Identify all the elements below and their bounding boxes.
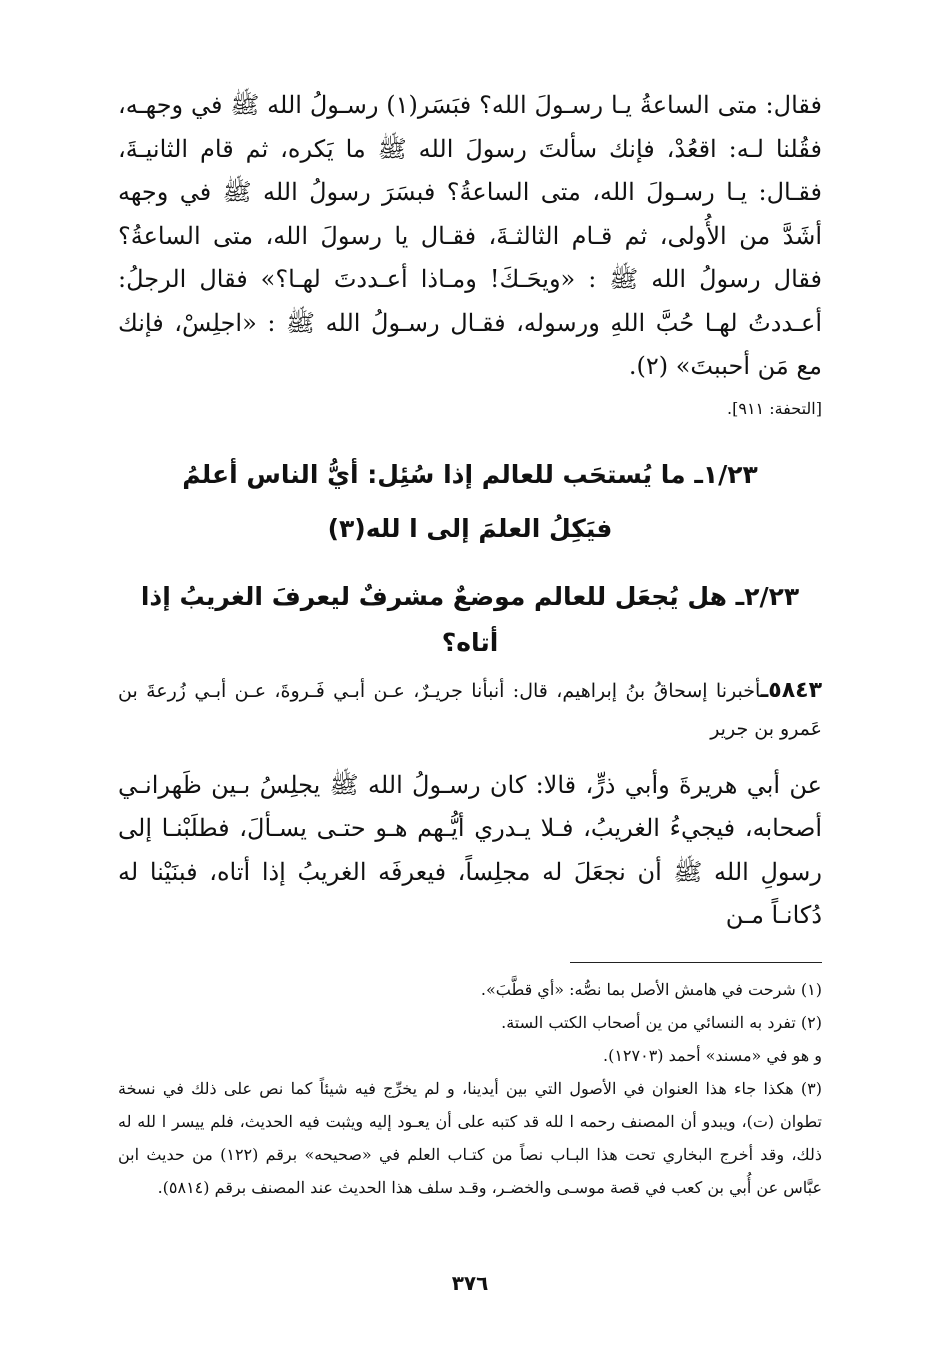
- footnotes: [118, 973, 822, 1204]
- footnote-1: (١) شرحت في هامش الأصل بما نصُّه: «أي قطَّبَ».: [480, 979, 822, 999]
- hadith-number: ٥٨٤٣ـ: [760, 677, 822, 703]
- tuhfa-reference: [التحفة: ٩١١].: [727, 398, 822, 418]
- hadith-isnad: أخبرنا إسحاقُ بنُ إبراهيم، قال: أنبأنا جريـرٌ، عـن أبـي فَـروةَ، عـن أبـي زُرعةَ بن عَمرو بن جرير: [118, 679, 822, 740]
- hadith-isnad-block: [118, 672, 822, 748]
- footnote-divider: [570, 962, 822, 963]
- chapter-heading-1-line-2: فيَكِلُ العلمَ إلى ا لله(٣): [327, 513, 613, 543]
- footnote-3: (٣) هكذا جاء هذا العنوان في الأصول التي بين أيدينا، و لم يخرِّج فيه شيئاً كما نص على ذلك في نسخة تطوان (ت)، ويبدو أن المصنف رحمه ا لله قد كتبه على أن يعـود إليه ويثبت فيه الحديث، فلم ييسر ا لله له ذلك، وقد أخرج البخاري تحت هذا البـاب نصاً من كتـاب العلم في «صحيحه» برقم (١٢٢) من حديث ابن عبَّاس عن أُبي بن كعب في قصة موسـى والخضـر، وقـد سلف هذا الحديث عند المصنف برقم (٥٨١٤).: [118, 1078, 823, 1197]
- body-paragraph-2: عن أبي هريرةَ وأبي ذرٍّ، قالا: كان رسـولُ الله ﷺ يجلِسُ بـين ظَهرانـي أصحابه، فيجيءُ الغريبُ، فـلا يـدري أيُّـهم هـو حتـى يسـألَ، فطلَبْنـا إلى رسولِ الله ﷺ أن نجعَلَ له مجلِساً، فيعرفَه الغريبُ إذا أتاه، فبنَيْنا له دُكانـاً مـن: [118, 770, 822, 929]
- chapter-heading-1-line-1: ١/٢٣ـ ما يُستحَب للعالم إذا سُئِل: أيُّ الناس أعلمُ: [182, 459, 758, 489]
- chapter-heading-1: [118, 448, 822, 556]
- chapter-heading-2: ٢/٢٣ـ هل يُجعَل للعالم موضعٌ مشرفٌ ليعرفَ الغريبُ إذا أتاه؟: [140, 581, 800, 657]
- footnote-2-continuation: و هو في «مسند» أحمد (١٢٧٠٣).: [602, 1045, 822, 1065]
- footnote-2: (٢) تفرد به النسائي من ين أصحاب الكتب الستة.: [501, 1012, 822, 1032]
- page-number: ٣٧٦: [451, 1271, 489, 1295]
- body-paragraph-1: فقال: متى الساعةُ يـا رسـولَ الله؟ فبَسَر(١) رسـولُ الله ﷺ في وجهـه، فقُلنا لـه: اقعُدْ، فإنك سألتَ رسولَ الله ﷺ ما يَكره، ثم قام الثانيـةَ، فقـال: يـا رسـولَ الله، متى الساعةُ؟ فبسَرَ رسولُ الله ﷺ في وجهه أشَدَّ من الأُولى، ثم قـام الثالثـةَ، فقـال يا رسولَ الله، متى الساعةُ؟ فقال رسولُ الله ﷺ : «ويحَـكَ! ومـاذا أعـددتَ لهـا؟» فقال الرجلُ: أعـددتُ لهـا حُبَّ اللهِ ورسوله، فقـال رسـولُ الله ﷺ : «اجلِسْ، فإنك مع مَن أحببتَ» (٢).: [118, 91, 822, 380]
